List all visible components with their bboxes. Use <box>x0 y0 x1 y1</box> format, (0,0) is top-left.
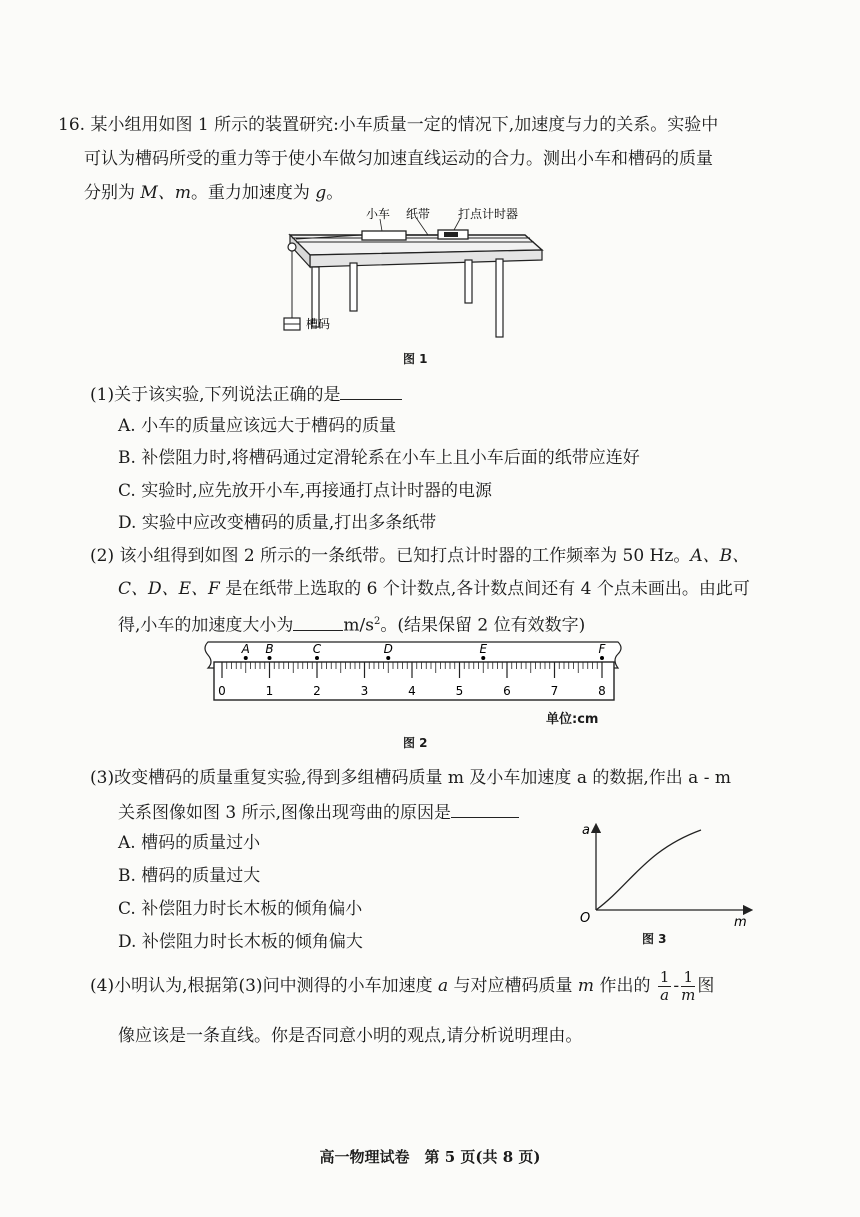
question-intro-line-1 <box>58 113 718 137</box>
part-2-answer-blank[interactable] <box>293 612 343 631</box>
figure-2-caption: 图 2 <box>403 736 428 750</box>
mass-variables: M、m <box>140 183 191 203</box>
tape-dot-B <box>268 656 272 660</box>
part-3-option-c: C. 补偿阻力时长木板的倾角偏小 <box>118 899 363 919</box>
ruler-label-3: 3 <box>360 684 369 698</box>
figure-2-unit: 单位:cm <box>546 712 599 727</box>
tape-dot-F <box>600 656 604 660</box>
gravity-variable: g <box>315 183 327 203</box>
part-4-line-1: (4)小明认为,根据第(3)问中测得的小车加速度 a 与对应槽码质量 m 作出的 $\frac{1}{a}$ - $\frac{1}{m}$ 图 <box>90 968 715 1004</box>
part-2-line-3: 得,小车的加速度大小为 $m/s^2$。(结果保留 2 位有效数字) <box>118 610 585 638</box>
part-3-line-1: (3)改变槽码的质量重复实验,得到多组槽码质量 m 及小车加速度 a 的数据,作出 a - m <box>90 768 731 788</box>
part-3-option-d: D. 补偿阻力时长木板的倾角偏大 <box>118 932 363 952</box>
part-1-option-a: A. 小车的质量应该远大于槽码的质量 <box>118 416 397 436</box>
figure-3-x-label: m <box>734 915 747 930</box>
part-1-stem: (1)关于该实验,下列说法正确的是 <box>90 381 402 407</box>
tape-dot-A <box>244 656 248 660</box>
page-footer: 高一物理试卷 第 5 页(共 8 页) <box>319 1148 541 1166</box>
fraction-one-over-m: $\frac{1}{m}$ <box>681 968 696 1004</box>
figure-2-tape-ruler <box>200 638 630 708</box>
part-3-line-2: 关系图像如图 3 所示,图像出现弯曲的原因是 <box>118 799 519 825</box>
ruler-label-1: 1 <box>265 684 274 698</box>
part-3-option-a: A. 槽码的质量过小 <box>118 833 261 853</box>
tape-point-label-F: F <box>598 642 606 656</box>
figure-3-origin: O <box>580 911 591 926</box>
ruler-label-6: 6 <box>503 684 511 698</box>
part-2-line-2: C、D、E、F 是在纸带上选取的 6 个计数点,各计数点间还有 4 个点未画出。由此可 <box>118 579 750 599</box>
question-intro-line-2: 可认为槽码所受的重力等于使小车做匀加速直线运动的合力。测出小车和槽码的质量 <box>84 149 713 169</box>
tape-point-label-D: D <box>383 642 393 656</box>
timer-label: 打点计时器 <box>458 207 519 221</box>
part-1-answer-blank[interactable] <box>340 381 402 400</box>
tape-point-label-B: B <box>265 642 274 656</box>
figure-1-caption: 图 1 <box>403 352 428 366</box>
tape-point-label-A: A <box>241 642 250 656</box>
question-number: 16. <box>58 115 86 135</box>
part-4-line-2: 像应该是一条直线。你是否同意小明的观点,请分析说明理由。 <box>118 1026 583 1046</box>
fraction-one-over-a: $\frac{1}{a}$ <box>659 968 670 1004</box>
weight-label: 槽码 <box>306 317 331 331</box>
tape-point-label-E: E <box>479 642 488 656</box>
question-intro-text-1: 某小组用如图 1 所示的装置研究:小车质量一定的情况下,加速度与力的关系。实验中 <box>90 115 719 135</box>
tape-dot-D <box>386 656 390 660</box>
ruler-label-0: 0 <box>218 684 226 698</box>
part-1-option-c: C. 实验时,应先放开小车,再接通打点计时器的电源 <box>118 481 493 501</box>
car-label: 小车 <box>366 207 391 221</box>
part-1-option-b: B. 补偿阻力时,将槽码通过定滑轮系在小车上且小车后面的纸带应连好 <box>118 448 640 468</box>
part-3-option-b: B. 槽码的质量过大 <box>118 866 261 886</box>
figure-3-caption: 图 3 <box>642 932 667 946</box>
ruler-label-5: 5 <box>455 684 464 698</box>
part-1-option-d: D. 实验中应改变槽码的质量,打出多条纸带 <box>118 513 437 533</box>
ruler-label-4: 4 <box>408 684 416 698</box>
part-3-answer-blank[interactable] <box>451 799 519 818</box>
tape-point-label-C: C <box>312 642 322 656</box>
tape-label: 纸带 <box>406 207 431 221</box>
ruler-label-8: 8 <box>598 684 606 698</box>
question-intro-line-3: 分别为 M、m。重力加速度为 g。 <box>84 183 344 203</box>
tape-dot-C <box>315 656 319 660</box>
part-2-line-1: (2) 该小组得到如图 2 所示的一条纸带。已知打点计时器的工作频率为 50 Hz。A、B、 <box>90 546 750 566</box>
tape-dot-E <box>481 656 485 660</box>
ruler-label-7: 7 <box>550 684 559 698</box>
ruler-label-2: 2 <box>313 684 321 698</box>
figure-3-y-label: a <box>582 823 590 838</box>
figure-1-apparatus <box>270 205 560 345</box>
figure-3-graph <box>576 822 756 932</box>
